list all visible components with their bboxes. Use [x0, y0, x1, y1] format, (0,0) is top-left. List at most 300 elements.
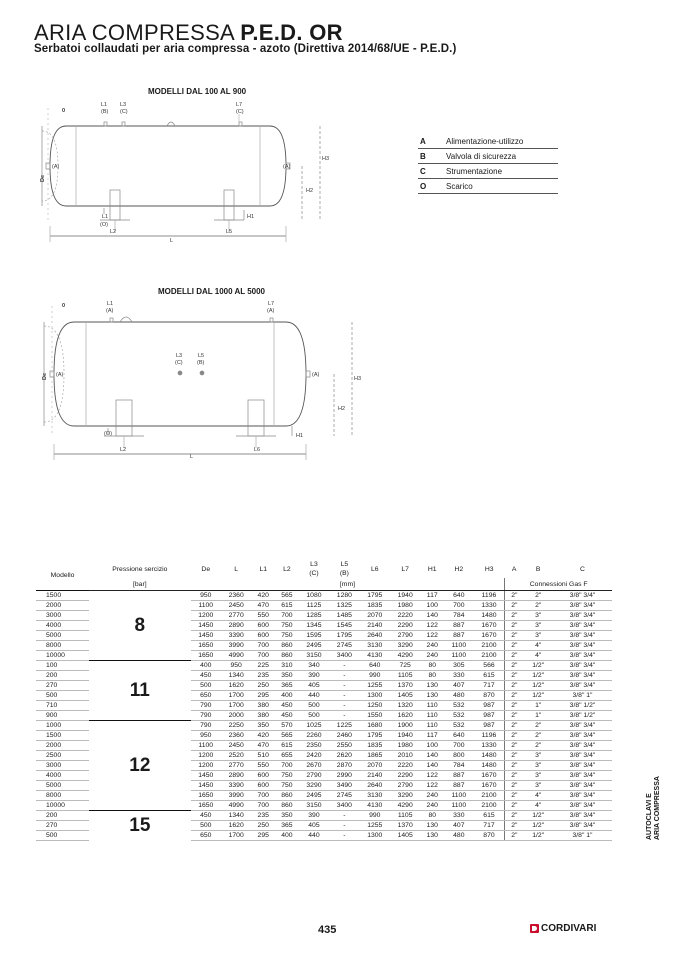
- table-cell: 3490: [329, 781, 359, 791]
- table-cell: 3": [523, 781, 553, 791]
- table-cell: 295: [251, 831, 275, 841]
- table-unit-row: [36, 578, 612, 591]
- table-cell: 2100: [474, 651, 505, 661]
- table-cell: 1940: [390, 731, 420, 741]
- table-cell: 1250: [360, 701, 390, 711]
- table-cell: 2550: [329, 741, 359, 751]
- table-cell: 600: [251, 631, 275, 641]
- table-cell: 500: [191, 681, 221, 691]
- table-cell: 2070: [360, 611, 390, 621]
- table-cell: 784: [444, 761, 474, 771]
- table-cell: 1835: [360, 601, 390, 611]
- table-cell: 380: [251, 711, 275, 721]
- table-cell: 990: [360, 671, 390, 681]
- d1-label-l1b: (B): [101, 109, 109, 115]
- d1-label-a-right: (A): [283, 164, 291, 170]
- d2-label-h1: H1: [296, 433, 304, 439]
- table-cell: 2010: [390, 751, 420, 761]
- table-cell: 1450: [191, 781, 221, 791]
- unit-bar: [bar]: [89, 578, 190, 591]
- table-cell: 700: [251, 801, 275, 811]
- table-cell: 110: [420, 711, 444, 721]
- d2-label-l1: L1: [107, 301, 114, 307]
- table-cell: 1450: [191, 631, 221, 641]
- table-cell: 225: [251, 661, 275, 671]
- table-cell: 2100: [474, 801, 505, 811]
- table-cell: 2": [505, 671, 524, 681]
- table-cell: 887: [444, 771, 474, 781]
- table-cell: 250: [251, 821, 275, 831]
- table-cell: 565: [275, 731, 299, 741]
- table-cell: 1325: [329, 601, 359, 611]
- table-cell: 1105: [390, 671, 420, 681]
- col-l5: L5 (B): [339, 561, 349, 577]
- table-cell: 3/8" 3/4": [553, 791, 612, 801]
- table-cell: 1450: [191, 771, 221, 781]
- table-cell: 420: [251, 591, 275, 601]
- table-cell: 950: [191, 591, 221, 601]
- table-cell: 240: [420, 801, 444, 811]
- d2-label-l3c: (C): [175, 360, 183, 366]
- table-cell: 1255: [360, 681, 390, 691]
- table-cell: 405: [299, 821, 329, 831]
- side-label-2: ARIA COMPRESSA: [654, 776, 661, 840]
- table-cell: 440: [299, 831, 329, 841]
- table-cell: 870: [474, 691, 505, 701]
- d2-label-h3: H3: [354, 376, 362, 382]
- table-cell: 1900: [390, 721, 420, 731]
- table-cell: 860: [275, 651, 299, 661]
- diagram-large-tank: [34, 296, 374, 462]
- table-cell: 3/8" 3/4": [553, 681, 612, 691]
- table-cell: 532: [444, 721, 474, 731]
- table-cell: 1480: [474, 761, 505, 771]
- table-cell: 380: [251, 701, 275, 711]
- table-cell: 3": [523, 751, 553, 761]
- d1-label-h2: H2: [306, 188, 314, 194]
- table-cell: 750: [275, 781, 299, 791]
- col-l2: L2: [283, 565, 291, 573]
- table-cell: 3/8" 3/4": [553, 651, 612, 661]
- table-cell: 655: [275, 751, 299, 761]
- table-cell: 100: [36, 661, 89, 671]
- table-cell: 700: [251, 641, 275, 651]
- d1-label-l7: L7: [236, 102, 243, 108]
- d1-label-de: De: [40, 174, 46, 182]
- table-cell: 640: [444, 591, 474, 601]
- table-row: [36, 591, 612, 601]
- table-cell: 1196: [474, 731, 505, 741]
- table-cell: 470: [251, 741, 275, 751]
- table-cell: -: [329, 811, 359, 821]
- table-cell: 407: [444, 681, 474, 691]
- table-cell: 200: [36, 671, 89, 681]
- table-cell: -: [329, 681, 359, 691]
- table-cell: 1620: [221, 681, 251, 691]
- table-cell: 365: [275, 821, 299, 831]
- table-cell: 2": [505, 751, 524, 761]
- table-cell: 4": [523, 801, 553, 811]
- table-cell: 1105: [390, 811, 420, 821]
- table-cell: 2": [505, 691, 524, 701]
- col-c: C: [580, 565, 585, 573]
- table-cell: 860: [275, 791, 299, 801]
- table-cell: 615: [474, 811, 505, 821]
- table-cell: 3/8" 1": [553, 691, 612, 701]
- d1-label-l7b: (C): [236, 109, 244, 115]
- table-cell: 1100: [444, 801, 474, 811]
- table-cell: 1485: [329, 611, 359, 621]
- table-cell: 3400: [329, 801, 359, 811]
- d2-label-l5: L5: [198, 353, 205, 359]
- table-cell: 3990: [221, 791, 251, 801]
- table-cell: 4290: [390, 801, 420, 811]
- table-cell: 2745: [329, 641, 359, 651]
- table-cell: 330: [444, 811, 474, 821]
- table-cell: 2990: [329, 771, 359, 781]
- table-cell: 1340: [221, 811, 251, 821]
- d1-label-l3b: (C): [120, 109, 128, 115]
- table-cell: 2500: [36, 751, 89, 761]
- table-cell: 987: [474, 721, 505, 731]
- pressure-value: 8: [89, 591, 190, 661]
- table-cell: 3/8" 1": [553, 831, 612, 841]
- table-cell: 2450: [221, 741, 251, 751]
- table-cell: 390: [299, 671, 329, 681]
- table-cell: 3": [523, 611, 553, 621]
- table-cell: 1330: [474, 601, 505, 611]
- table-cell: 1835: [360, 741, 390, 751]
- table-cell: 3290: [390, 791, 420, 801]
- table-cell: 270: [36, 681, 89, 691]
- d1-label-l3: L3: [120, 102, 127, 108]
- table-cell: 1370: [390, 821, 420, 831]
- table-cell: 1/2": [523, 661, 553, 671]
- table-cell: 550: [251, 611, 275, 621]
- table-cell: 5000: [36, 631, 89, 641]
- legend-row: A Alimentazione-utilizzo: [418, 134, 558, 149]
- table-cell: 1405: [390, 831, 420, 841]
- table-cell: 717: [474, 821, 505, 831]
- table-cell: 700: [275, 761, 299, 771]
- table-cell: 4130: [360, 651, 390, 661]
- table-cell: 887: [444, 781, 474, 791]
- table-cell: 3990: [221, 641, 251, 651]
- table-cell: 500: [191, 821, 221, 831]
- table-cell: 2745: [329, 791, 359, 801]
- table-cell: 2620: [329, 751, 359, 761]
- table-cell: 2290: [390, 771, 420, 781]
- table-cell: 1620: [390, 711, 420, 721]
- table-cell: 1980: [390, 601, 420, 611]
- table-cell: 80: [420, 661, 444, 671]
- table-cell: 1480: [474, 611, 505, 621]
- side-tab: [646, 776, 661, 840]
- table-row: [36, 811, 612, 821]
- table-cell: 3": [523, 761, 553, 771]
- table-cell: 2770: [221, 761, 251, 771]
- table-cell: 130: [420, 831, 444, 841]
- table-cell: 1280: [329, 591, 359, 601]
- table-cell: 1480: [474, 751, 505, 761]
- table-cell: 1300: [360, 831, 390, 841]
- col-l6: L6: [370, 565, 379, 573]
- table-cell: 2460: [329, 731, 359, 741]
- table-cell: 80: [420, 811, 444, 821]
- table-cell: 750: [275, 631, 299, 641]
- table-cell: 3000: [36, 761, 89, 771]
- table-cell: 2": [505, 761, 524, 771]
- table-cell: 500: [36, 691, 89, 701]
- table-cell: 350: [275, 671, 299, 681]
- table-cell: 870: [474, 831, 505, 841]
- table-cell: 10000: [36, 801, 89, 811]
- table-cell: 2000: [36, 741, 89, 751]
- table-cell: 3/8" 3/4": [553, 671, 612, 681]
- table-cell: -: [329, 831, 359, 841]
- table-cell: 2": [505, 781, 524, 791]
- table-cell: 2": [505, 651, 524, 661]
- table-cell: 400: [275, 831, 299, 841]
- table-cell: 2640: [360, 781, 390, 791]
- table-cell: 717: [474, 681, 505, 691]
- table-cell: 2100: [474, 641, 505, 651]
- table-cell: 305: [444, 661, 474, 671]
- table-cell: 2": [505, 731, 524, 741]
- brand-name: CORDIVARI: [541, 923, 597, 934]
- table-cell: 2": [505, 601, 524, 611]
- d2-label-a-right: (A): [312, 372, 320, 378]
- table-cell: 3/8" 3/4": [553, 761, 612, 771]
- table-cell: 1405: [390, 691, 420, 701]
- table-cell: 407: [444, 821, 474, 831]
- table-cell: 3400: [329, 651, 359, 661]
- table-cell: 1620: [221, 821, 251, 831]
- page-subtitle: Serbatoi collaudati per aria compressa - azoto (Direttiva 2014/68/UE - P.E.D.): [34, 43, 457, 55]
- table-cell: 3/8" 3/4": [553, 661, 612, 671]
- table-cell: 650: [191, 831, 221, 841]
- table-cell: 3/8" 3/4": [553, 631, 612, 641]
- pressure-value: 11: [89, 661, 190, 721]
- table-cell: 3290: [390, 641, 420, 651]
- table-cell: 725: [390, 661, 420, 671]
- diagram2-title: MODELLI DAL 1000 AL 5000: [158, 287, 265, 296]
- table-cell: 2": [523, 741, 553, 751]
- table-cell: 2140: [360, 771, 390, 781]
- table-cell: 2790: [390, 631, 420, 641]
- col-a: A: [511, 565, 517, 573]
- table-cell: 1100: [444, 641, 474, 651]
- table-cell: 990: [360, 811, 390, 821]
- table-cell: 450: [191, 811, 221, 821]
- legend-row: B Valvola di sicurezza: [418, 149, 558, 164]
- table-cell: 2250: [221, 721, 251, 731]
- d1-label-o: 0: [62, 108, 66, 114]
- table-cell: 2": [523, 601, 553, 611]
- table-cell: 1670: [474, 771, 505, 781]
- table-cell: 790: [191, 721, 221, 731]
- table-cell: 2520: [221, 751, 251, 761]
- table-cell: 350: [275, 811, 299, 821]
- table-cell: 500: [36, 831, 89, 841]
- table-cell: 2870: [329, 761, 359, 771]
- table-cell: 1795: [360, 591, 390, 601]
- table-cell: 2640: [360, 631, 390, 641]
- brand-logo: [530, 923, 596, 934]
- table-cell: 1/2": [523, 811, 553, 821]
- table-cell: 3/8" 3/4": [553, 751, 612, 761]
- table-cell: 1196: [474, 591, 505, 601]
- table-cell: 2770: [221, 611, 251, 621]
- table-cell: 140: [420, 761, 444, 771]
- table-cell: 1500: [36, 731, 89, 741]
- table-cell: 500: [299, 711, 329, 721]
- table-cell: 235: [251, 811, 275, 821]
- table-cell: 2495: [299, 791, 329, 801]
- table-cell: 117: [420, 731, 444, 741]
- table-cell: 2": [505, 791, 524, 801]
- table-cell: 4000: [36, 621, 89, 631]
- table-cell: 250: [251, 681, 275, 691]
- d2-label-l1a: (A): [106, 308, 114, 314]
- table-cell: 295: [251, 691, 275, 701]
- table-cell: 750: [275, 771, 299, 781]
- table-cell: 640: [444, 731, 474, 741]
- specs-table: [36, 560, 612, 841]
- table-cell: 4000: [36, 771, 89, 781]
- table-cell: 950: [221, 661, 251, 671]
- table-cell: 1700: [221, 701, 251, 711]
- table-cell: 532: [444, 711, 474, 721]
- table-cell: 3/8" 1/2": [553, 711, 612, 721]
- table-cell: 3150: [299, 801, 329, 811]
- table-cell: 2790: [299, 771, 329, 781]
- table-cell: 3290: [299, 781, 329, 791]
- table-cell: 480: [444, 831, 474, 841]
- table-cell: 450: [191, 671, 221, 681]
- table-cell: 2": [505, 801, 524, 811]
- table-cell: 1650: [191, 801, 221, 811]
- title-bold: P.E.D. OR: [240, 20, 343, 45]
- table-cell: 1025: [299, 721, 329, 731]
- table-cell: 4": [523, 651, 553, 661]
- table-cell: 365: [275, 681, 299, 691]
- table-cell: 450: [275, 711, 299, 721]
- table-cell: 1550: [360, 711, 390, 721]
- table-cell: 1670: [474, 781, 505, 791]
- col-l1: L1: [259, 565, 267, 573]
- table-cell: 1125: [299, 601, 329, 611]
- table-cell: 1345: [299, 621, 329, 631]
- table-cell: 1450: [191, 621, 221, 631]
- d1-label-a-left: (A): [52, 164, 60, 170]
- table-cell: 2": [505, 621, 524, 631]
- table-cell: 700: [251, 651, 275, 661]
- table-cell: 2": [505, 721, 524, 731]
- title-light: ARIA COMPRESSA: [34, 20, 234, 45]
- table-cell: 3/8" 3/4": [553, 811, 612, 821]
- table-cell: 2350: [299, 741, 329, 751]
- table-cell: 1/2": [523, 691, 553, 701]
- table-cell: 4130: [360, 801, 390, 811]
- col-b: B: [535, 565, 541, 573]
- table-cell: 2220: [390, 761, 420, 771]
- table-cell: 2": [505, 611, 524, 621]
- table-cell: 1980: [390, 741, 420, 751]
- d2-label-l2: L2: [120, 447, 127, 453]
- table-cell: 600: [251, 781, 275, 791]
- table-cell: 700: [275, 611, 299, 621]
- col-h1: H1: [427, 565, 437, 573]
- table-cell: 3": [523, 631, 553, 641]
- table-cell: 1/2": [523, 681, 553, 691]
- table-cell: -: [329, 691, 359, 701]
- table-cell: 2790: [390, 781, 420, 791]
- table-cell: 3/8" 3/4": [553, 801, 612, 811]
- table-cell: 700: [444, 601, 474, 611]
- d2-label-l6: L6: [254, 447, 261, 453]
- d1-label-l: L: [170, 238, 174, 244]
- table-cell: 2360: [221, 591, 251, 601]
- table-cell: 1680: [360, 721, 390, 731]
- table-cell: 510: [251, 751, 275, 761]
- table-cell: 3/8" 3/4": [553, 721, 612, 731]
- table-cell: 3/8" 3/4": [553, 821, 612, 831]
- table-cell: 2450: [221, 601, 251, 611]
- table-cell: 1940: [390, 591, 420, 601]
- table-cell: 117: [420, 591, 444, 601]
- table-cell: 900: [36, 711, 89, 721]
- table-cell: 3130: [360, 641, 390, 651]
- table-cell: 2000: [36, 601, 89, 611]
- table-cell: 1080: [299, 591, 329, 601]
- table-cell: 2890: [221, 621, 251, 631]
- d2-label-de: De: [42, 372, 48, 380]
- unit-conn: Connessioni Gas F: [505, 578, 612, 591]
- table-cell: 1100: [191, 741, 221, 751]
- table-cell: 1650: [191, 641, 221, 651]
- table-cell: 987: [474, 701, 505, 711]
- table-cell: 790: [191, 711, 221, 721]
- table-cell: 600: [251, 621, 275, 631]
- table-cell: 2": [505, 641, 524, 651]
- legend: [418, 134, 558, 194]
- table-cell: 100: [420, 741, 444, 751]
- table-cell: 470: [251, 601, 275, 611]
- table-cell: 200: [36, 811, 89, 821]
- table-cell: 1300: [360, 691, 390, 701]
- table-cell: 400: [191, 661, 221, 671]
- d2-label-h2: H2: [338, 406, 346, 412]
- table-cell: 1/2": [523, 821, 553, 831]
- table-cell: 2": [505, 711, 524, 721]
- table-cell: 1795: [329, 631, 359, 641]
- table-cell: 1200: [191, 761, 221, 771]
- table-cell: 700: [251, 791, 275, 801]
- d1-label-l5: L5: [226, 229, 233, 235]
- table-cell: 3150: [299, 651, 329, 661]
- table-cell: 750: [275, 621, 299, 631]
- table-cell: 2": [505, 681, 524, 691]
- table-cell: 440: [299, 691, 329, 701]
- table-cell: 450: [275, 701, 299, 711]
- table-cell: 4990: [221, 651, 251, 661]
- table-cell: 122: [420, 781, 444, 791]
- table-cell: 140: [420, 751, 444, 761]
- page-number: 435: [318, 924, 337, 936]
- table-cell: 1200: [191, 751, 221, 761]
- table-cell: 1370: [390, 681, 420, 691]
